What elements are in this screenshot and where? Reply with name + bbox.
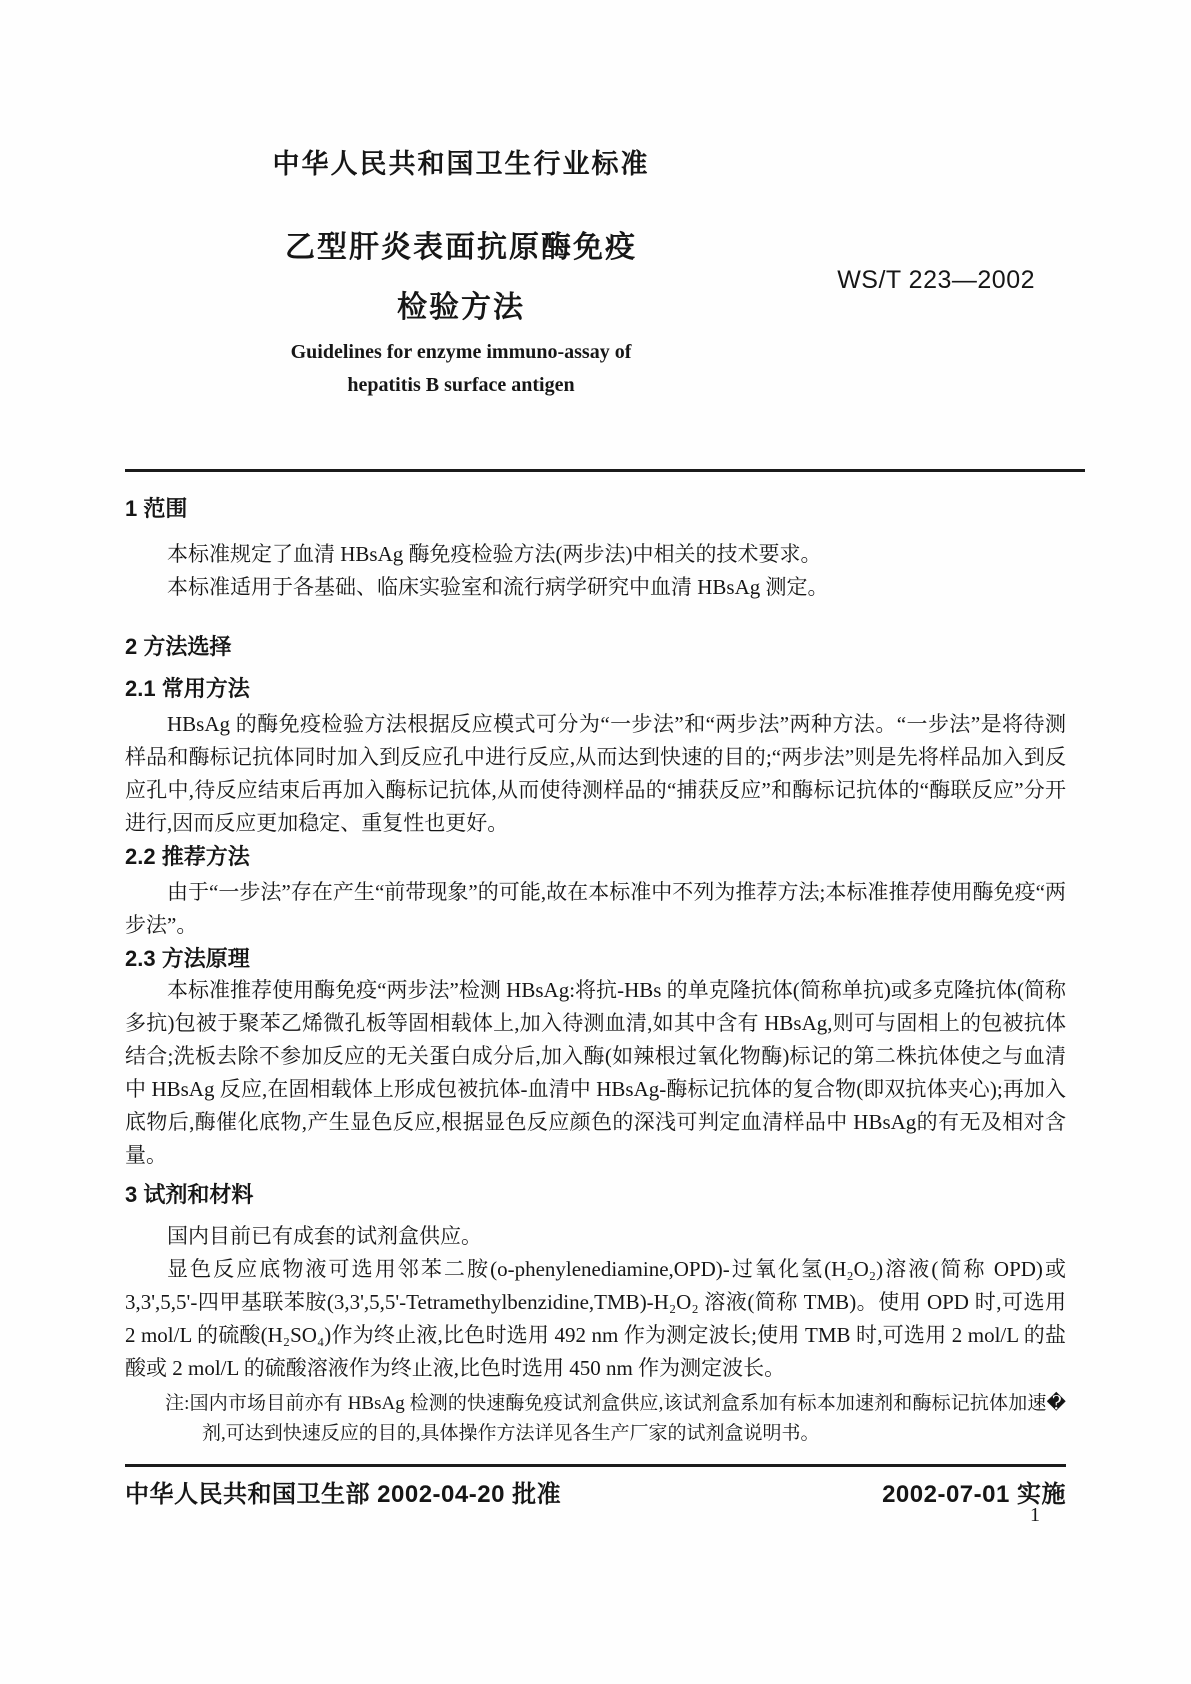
paragraph-reagents-1: 国内目前已有成套的试剂盒供应。 [167,1224,482,1248]
footer [125,1474,1066,1509]
doc-title-en-line2: hepatitis B surface antigen [347,374,575,396]
subsection-heading-common-methods: 2.1 常用方法 [125,676,250,701]
reagents-note: 注:国内市场目前亦有 HBsAg 检测的快速酶免疫试剂盒供应,该试剂盒系加有标本加速剂和酶标记抗体加速�剂,可达到快速反应的目的,具体操作方法详见各生产厂家的试剂盒说明书。 [165,1393,1066,1444]
section-heading-method: 2 方法选择 [125,634,232,659]
approval-notice: 中华人民共和国卫生部 2002-04-20 批准 [125,1481,562,1508]
doc-title-zh-line1: 乙型肝炎表面抗原酶免疫 [285,231,637,264]
page-number: 1 [1030,1504,1040,1526]
header-divider-rule [125,469,1085,472]
subsection-heading-recommended-method: 2.2 推荐方法 [125,844,250,869]
document-body [125,490,1066,1449]
standard-number: WS/T 223—2002 [837,266,1035,294]
section-heading-scope: 1 范围 [125,496,188,521]
implementation-notice: 2002-07-01 实施 [882,1481,1066,1508]
subsection-heading-method-principle: 2.3 方法原理 [125,946,250,971]
section-heading-reagents: 3 试剂和材料 [125,1182,254,1207]
doc-title-zh-line2: 检验方法 [397,291,525,324]
doc-title-en [125,336,797,402]
standard-category-label: 中华人民共和国卫生行业标准 [272,149,650,179]
footer-divider-rule [125,1464,1066,1467]
paragraph-scope-2: 本标准适用于各基础、临床实验室和流行病学研究中血清 HBsAg 测定。 [167,575,829,599]
paragraph-scope-1: 本标准规定了血清 HBsAg 酶免疫检验方法(两步法)中相关的技术要求。 [167,542,822,566]
paragraph-common-methods: HBsAg 的酶免疫检验方法根据反应模式可分为“一步法”和“两步法”两种方法。“一步法”是将待测样品和酶标记抗体同时加入到反应孔中进行反应,从而达到快速的目的;“两步法”则是先将样品加入到反应孔中,待反应结束后再加入酶标记抗体,从而使待测样品的“捕获反应”和酶标记抗体的“酶联反应”分开进行,因而反应更加稳定、重复性也更好。 [125,712,1066,835]
doc-title-en-line1: Guidelines for enzyme immuno-assay of [290,341,632,363]
paragraph-reagents-2: 显色反应底物液可选用邻苯二胺(o-phenylenediamine,OPD)-过氧化氢(H₂O₂)溶液(简称 OPD)或3,3',5,5'-四甲基联苯胺(3,3',5,5'-Tetramethylbenzidine,TMB)-H₂O₂ 溶液(简称 TMB)。使用 OPD 时,可选用 2 mol/L 的硫酸(H₂SO₄)作为终止液,比色时选用 492 nm 作为测定波长;使用 TMB 时,可选用 2 mol/L 的盐酸或 2 mol/L 的硫酸溶液作为终止液,比色时选用 450 nm 作为测定波长。 [125,1257,1066,1380]
paragraph-method-principle: 本标准推荐使用酶免疫“两步法”检测 HBsAg:将抗-HBs 的单克隆抗体(简称单抗)或多克隆抗体(简称多抗)包被于聚苯乙烯微孔板等固相载体上,加入待测血清,如其中含有 HBsAg,则可与固相上的包被抗体结合;洗板去除不参加反应的无关蛋白成分后,加入酶(如辣根过氧化物酶)标记的第二株抗体使之与血清中 HBsAg 反应,在固相载体上形成包被抗体-血清中 HBsAg-酶标记抗体的复合物(即双抗体夹心);再加入底物后,酶催化底物,产生显色反应,根据显色反应颜色的深浅可判定血清样品中 HBsAg的有无及相对含量。 [125,978,1066,1167]
paragraph-recommended-method: 由于“一步法”存在产生“前带现象”的可能,故在本标准中不列为推荐方法;本标准推荐使用酶免疫“两步法”。 [125,880,1066,937]
